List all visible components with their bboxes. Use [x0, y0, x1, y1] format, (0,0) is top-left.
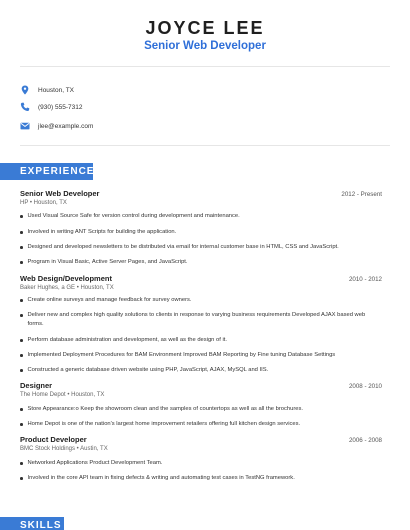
- job-header: [20, 189, 382, 198]
- list-item: Perform database administration and development, as well as the design of it.: [20, 336, 380, 345]
- list-item: Constructed a generic database driven website using PHP, JavaScript, AJAX, MySQL and IIS.: [20, 366, 380, 375]
- phone-icon: [20, 102, 30, 112]
- job-header: [20, 435, 382, 444]
- job-dates: 2008 - 2010: [348, 383, 382, 390]
- list-item: Designed and developed newsletters to be distributed via email for internal customer base in HTML, CSS and JavaScript.: [20, 243, 380, 252]
- experience-heading: EXPERIENCE: [0, 163, 93, 180]
- list-item: Program in Visual Basic, Active Server Pages, and JavaScript.: [20, 258, 380, 267]
- job-company: Baker Hughes, a GE • Houston, TX: [20, 285, 114, 291]
- job-company: The Home Depot • Houston, TX: [20, 392, 105, 398]
- job-dates: 2012 - Present: [341, 191, 382, 198]
- list-item: Networked Applications Product Development Team.: [20, 459, 380, 468]
- candidate-title: Senior Web Developer: [144, 40, 266, 52]
- header-divider: [20, 66, 390, 67]
- list-item: Store Appearance:o Keep the showroom clean and the samples of countertops as well as all the brochures.: [20, 405, 380, 414]
- job-title: Designer: [20, 381, 53, 390]
- list-item: Create online surveys and manage feedback for survey owners.: [20, 296, 380, 305]
- list-item: Involved in the core API team in fixing defects & writing and automating test cases in TestNG framework.: [20, 474, 380, 483]
- job-header: [20, 274, 382, 283]
- skills-heading: SKILLS: [0, 517, 64, 530]
- list-item: Involved in writing ANT Scripts for building the application.: [20, 228, 380, 237]
- location-text: Houston, TX: [38, 86, 75, 94]
- list-item: Implemented Deployment Procedures for BAM Environment Improved BAM Reporting by Fine tuning Database Settings: [20, 351, 380, 360]
- job-title: Product Developer: [20, 435, 87, 444]
- list-item: Used Visual Source Safe for version control during development and maintenance.: [20, 212, 380, 221]
- candidate-name: JOYCE LEE: [145, 18, 265, 38]
- job-company: BMC Stock Holdings • Austin, TX: [20, 446, 108, 452]
- contact-phone: [20, 100, 82, 114]
- contact-email: [20, 119, 93, 133]
- job-company: HP • Houston, TX: [20, 200, 67, 206]
- phone-text: (930) 555-7312: [38, 103, 83, 111]
- email-icon: [20, 121, 30, 131]
- job-dates: 2010 - 2012: [348, 276, 382, 283]
- email-text: jlee@example.com: [38, 122, 94, 130]
- contact-location: [20, 83, 74, 97]
- list-item: Deliver new and complex high quality solutions to clients in response to varying business requirements Developed AJAX based web forms.: [20, 311, 380, 329]
- job-dates: 2006 - 2008: [348, 437, 382, 444]
- job-title: Web Design/Development: [20, 274, 112, 283]
- location-pin-icon: [20, 85, 30, 95]
- list-item: Home Depot is one of the nation's largest home improvement retailers offering full kitchen design services.: [20, 420, 380, 429]
- job-header: [20, 381, 382, 390]
- contact-divider: [20, 145, 390, 146]
- job-title: Senior Web Developer: [20, 189, 100, 198]
